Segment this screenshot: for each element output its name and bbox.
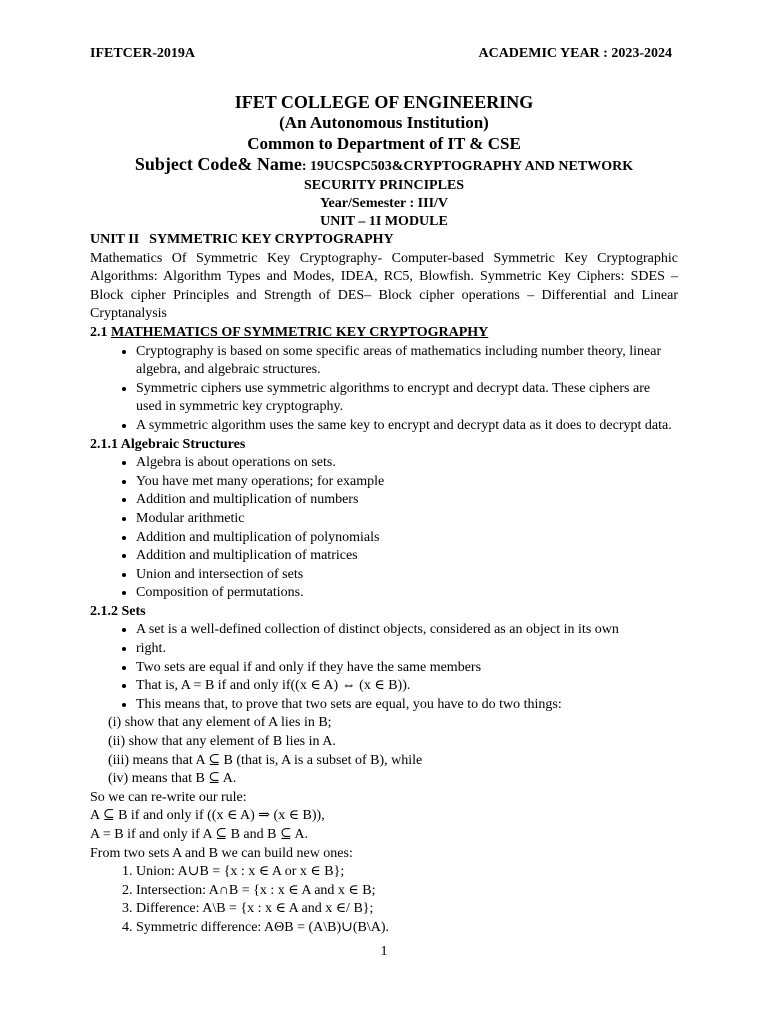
list-item: • Addition and multiplication of matrices: [136, 547, 678, 566]
list-item: • Union and intersection of sets: [136, 566, 678, 585]
unit-heading: [90, 231, 678, 250]
list-item: • right.: [136, 640, 678, 659]
list-item: • Two sets are equal if and only if they have the same members: [136, 659, 678, 678]
list-item: • You have met many operations; for example: [136, 473, 678, 492]
page-number: 1: [380, 944, 388, 959]
college-name: IFET COLLEGE OF ENGINEERING: [234, 92, 534, 112]
list-item: • Composition of permutations.: [136, 584, 678, 603]
list-item: 2. Intersection: A∩B = {x : x ∈ A and x ∈ B;: [136, 882, 678, 901]
section-2-1-heading: [90, 324, 678, 343]
unit-label: UNIT II: [90, 232, 140, 247]
year-semester: Year/Semester : III/V: [319, 196, 449, 211]
roman-item: (ii) show that any element of B lies in A.: [108, 734, 336, 750]
unit-syllabus: Mathematics Of Symmetric Key Cryptography- Computer-based Symmetric Key Cryptographic Algorithms: Algorithm Types and Modes, IDEA, RC5, Blowfish. Symmetric Key Ciphers: SDES – Block cipher Principles and Strength of DES– Block cipher operations – Differential and Linear Cryptanalysis: [90, 250, 678, 322]
list-item: • Cryptography is based on some specific areas of mathematics including number theory, linear algebra, and algebraic structures.: [136, 343, 678, 380]
list-item: 3. Difference: A\B = {x : x ∈ A and x ∈/ B};: [136, 900, 678, 919]
section-number: 2.1: [90, 324, 108, 340]
list-item: • Symmetric ciphers use symmetric algorithms to encrypt and decrypt data. These ciphers are used in symmetric key cryptography.: [136, 380, 678, 417]
list-item: • Algebra is about operations on sets.: [136, 454, 678, 473]
subject-continuation: SECURITY PRINCIPLES: [303, 178, 465, 193]
unit-name: SYMMETRIC KEY CRYPTOGRAPHY: [149, 232, 394, 247]
title-block: [90, 92, 678, 231]
subject-prefix: Subject Code& Name: [134, 154, 302, 174]
section-2-1-1-list: [90, 454, 678, 603]
section-2-1-1-heading: 2.1.1 Algebraic Structures: [90, 436, 246, 452]
main-content: [90, 231, 678, 938]
department-label: Common to Department of IT & CSE: [247, 134, 521, 153]
list-item: • A symmetric algorithm uses the same key to encrypt and decrypt data as it does to decrypt data.: [136, 417, 678, 436]
set-operations-list: [90, 863, 678, 937]
equality-rule: A = B if and only if A ⊆ B and B ⊆ A.: [90, 827, 309, 842]
build-intro: From two sets A and B we can build new ones:: [90, 845, 353, 861]
roman-item: (i) show that any element of A lies in B;: [108, 715, 332, 731]
subject-line: [90, 154, 678, 177]
header-academic-year: ACADEMIC YEAR : 2023-2024: [478, 46, 672, 61]
section-2-1-2-list: [90, 621, 678, 714]
list-item: • That is, A = B if and only if((x ∈ A) ⇔ (x ∈ B)).: [136, 677, 678, 696]
roman-item: (iv) means that B ⊆ A.: [108, 771, 237, 787]
autonomous-label: (An Autonomous Institution): [279, 113, 489, 132]
subject-value: : 19UCSPC503&CRYPTOGRAPHY AND NETWORK: [301, 159, 634, 174]
list-item: • Addition and multiplication of polynomials: [136, 529, 678, 548]
list-item: 1. Union: A∪B = {x : x ∈ A or x ∈ B};: [136, 863, 678, 882]
roman-item: (iii) means that A ⊆ B (that is, A is a subset of B), while: [108, 752, 423, 768]
rewrite-intro: So we can re-write our rule:: [90, 789, 247, 805]
subset-rule: A ⊆ B if and only if ((x ∈ A) ⇒ (x ∈ B)),: [90, 808, 325, 824]
unit-module: UNIT – 1I MODULE: [320, 214, 448, 229]
list-item: • A set is a well-defined collection of distinct objects, considered as an object in its own: [136, 621, 678, 640]
list-item: • Modular arithmetic: [136, 510, 678, 529]
list-item: • This means that, to prove that two sets are equal, you have to do two things:: [136, 696, 678, 715]
list-item: 4. Symmetric difference: AΘB = (A\B)∪(B\A).: [136, 919, 678, 938]
section-2-1-2-heading: 2.1.2 Sets: [90, 603, 146, 619]
section-2-1-list: [90, 343, 678, 436]
section-title: MATHEMATICS OF SYMMETRIC KEY CRYPTOGRAPHY: [111, 324, 489, 340]
list-item: • Addition and multiplication of numbers: [136, 491, 678, 510]
header-code: IFETCER-2019A: [90, 46, 196, 61]
